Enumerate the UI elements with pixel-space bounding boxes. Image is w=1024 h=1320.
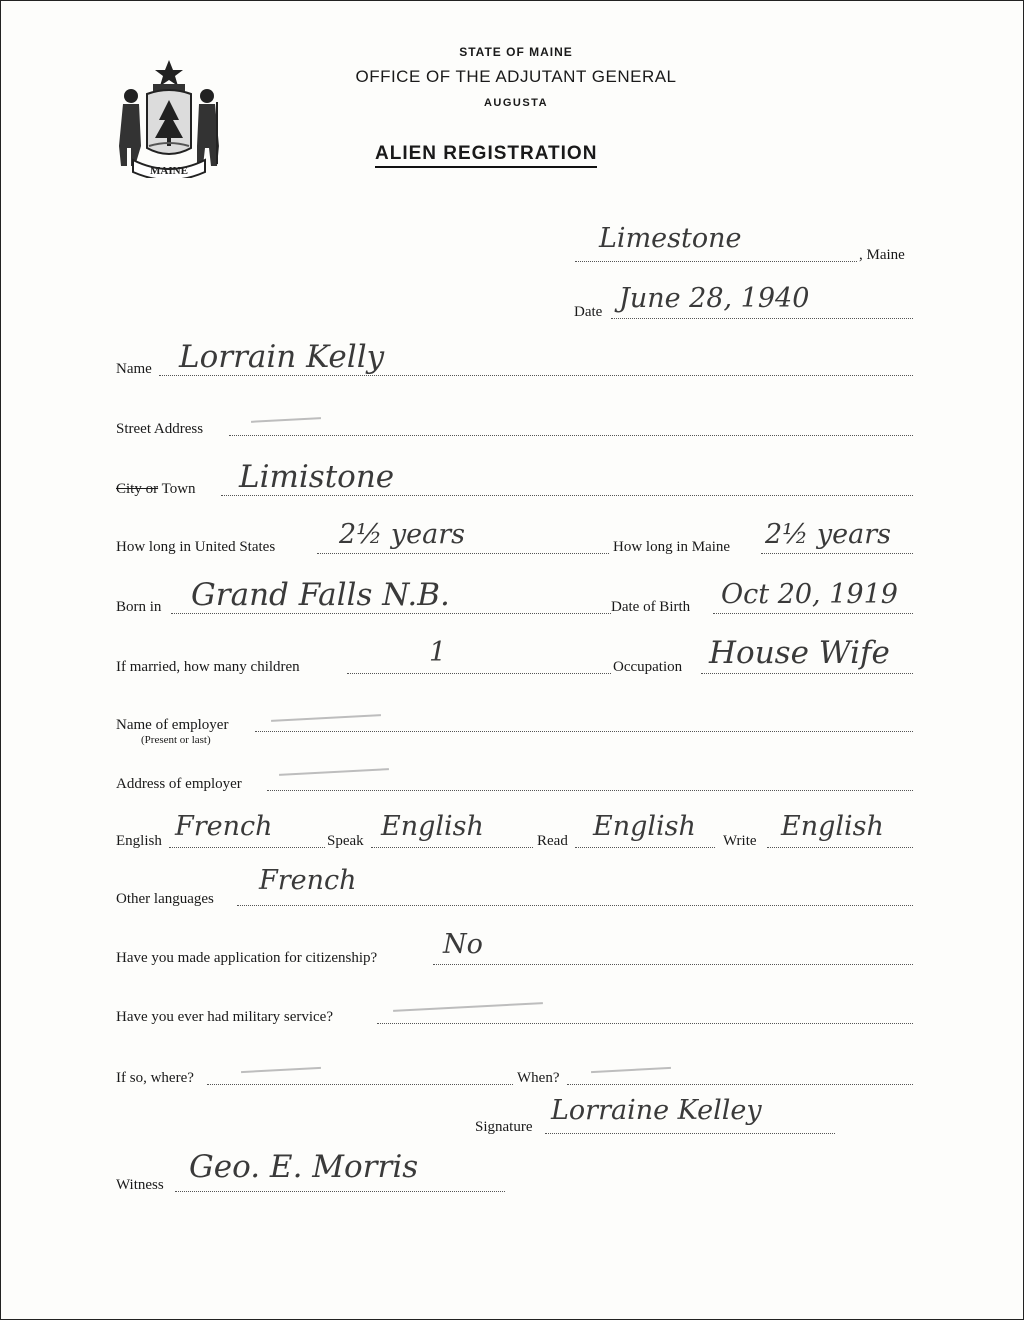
english-label: English (116, 833, 162, 849)
when-label: When? (517, 1070, 560, 1086)
where-label: If so, where? (116, 1070, 194, 1086)
seal-motto: MAINE (150, 165, 188, 177)
witness-label: Witness (116, 1177, 164, 1193)
employer-name-note: (Present or last) (141, 734, 211, 746)
office-heading: OFFICE OF THE ADJUTANT GENERAL (355, 67, 677, 86)
speak-line (371, 847, 533, 848)
signature-label: Signature (475, 1119, 533, 1135)
employer-name-label: Name of employer (116, 717, 229, 733)
military-label: Have you ever had military service? (116, 1009, 333, 1025)
occupation-line (701, 673, 913, 674)
street-address-line (229, 435, 913, 436)
street-address-label: Street Address (116, 421, 204, 437)
name-value: Lorrain Kelly (179, 339, 385, 375)
struck-city-label: City or (116, 481, 159, 497)
occupation-label: Occupation (613, 659, 683, 675)
signature-line (545, 1133, 835, 1134)
date-label: Date (574, 304, 603, 320)
born-in-value: Grand Falls N.B. (191, 577, 450, 613)
read-value: English (593, 811, 696, 842)
state-heading: STATE OF MAINE (459, 45, 573, 59)
blank-dash (241, 1067, 321, 1073)
citizenship-line (433, 964, 913, 965)
children-value: 1 (429, 637, 447, 668)
name-label: Name (116, 361, 152, 377)
born-in-line (171, 613, 611, 614)
how-long-us-label: How long in United States (116, 539, 276, 555)
occupation-value: House Wife (709, 635, 890, 671)
witness-line (175, 1191, 505, 1192)
born-in-label: Born in (116, 599, 162, 615)
place-suffix: , Maine (859, 247, 905, 263)
how-long-maine-line (761, 553, 913, 554)
employer-address-label: Address of employer (116, 776, 242, 792)
how-long-maine-value: 2½ years (765, 519, 892, 550)
citizenship-label: Have you made application for citizenship? (116, 950, 378, 966)
city-heading: AUGUSTA (483, 97, 549, 109)
maine-state-seal-icon (113, 56, 225, 178)
blank-dash (591, 1067, 671, 1073)
other-languages-value: French (259, 865, 357, 896)
military-line (377, 1023, 913, 1024)
place-line (575, 261, 857, 262)
date-value: June 28, 1940 (619, 283, 810, 314)
read-line (575, 847, 715, 848)
blank-dash (251, 417, 321, 423)
city-town-line (221, 495, 913, 496)
date-of-birth-value: Oct 20, 1919 (721, 579, 898, 610)
blank-dash (271, 714, 381, 722)
town-label: Town (161, 481, 196, 497)
how-long-maine-label: How long in Maine (613, 539, 731, 555)
read-label: Read (537, 833, 568, 849)
place-value: Limestone (599, 223, 742, 254)
children-line (347, 673, 611, 674)
employer-address-line (267, 790, 913, 791)
blank-dash (279, 768, 389, 776)
citizenship-value: No (443, 929, 483, 960)
date-of-birth-line (713, 613, 913, 614)
other-languages-label: Other languages (116, 891, 214, 907)
employer-name-line (255, 731, 913, 732)
english-line (169, 847, 325, 848)
other-languages-line (237, 905, 913, 906)
when-line (567, 1084, 913, 1085)
name-line (159, 375, 913, 376)
where-line (207, 1084, 513, 1085)
city-town-value: Limistone (239, 459, 395, 495)
city-town-label (116, 481, 196, 498)
date-of-birth-label: Date of Birth (611, 599, 691, 615)
write-line (767, 847, 913, 848)
signature-value: Lorraine Kelley (551, 1095, 762, 1126)
write-value: English (781, 811, 884, 842)
write-label: Write (723, 833, 757, 849)
speak-label: Speak (327, 833, 364, 849)
english-value: French (175, 811, 273, 842)
date-line (611, 318, 913, 319)
children-label: If married, how many children (116, 659, 300, 675)
how-long-us-value: 2½ years (339, 519, 466, 550)
speak-value: English (381, 811, 484, 842)
witness-value: Geo. E. Morris (189, 1149, 419, 1185)
form-title: ALIEN REGISTRATION (375, 143, 597, 168)
blank-dash (393, 1002, 543, 1012)
how-long-us-line (317, 553, 609, 554)
